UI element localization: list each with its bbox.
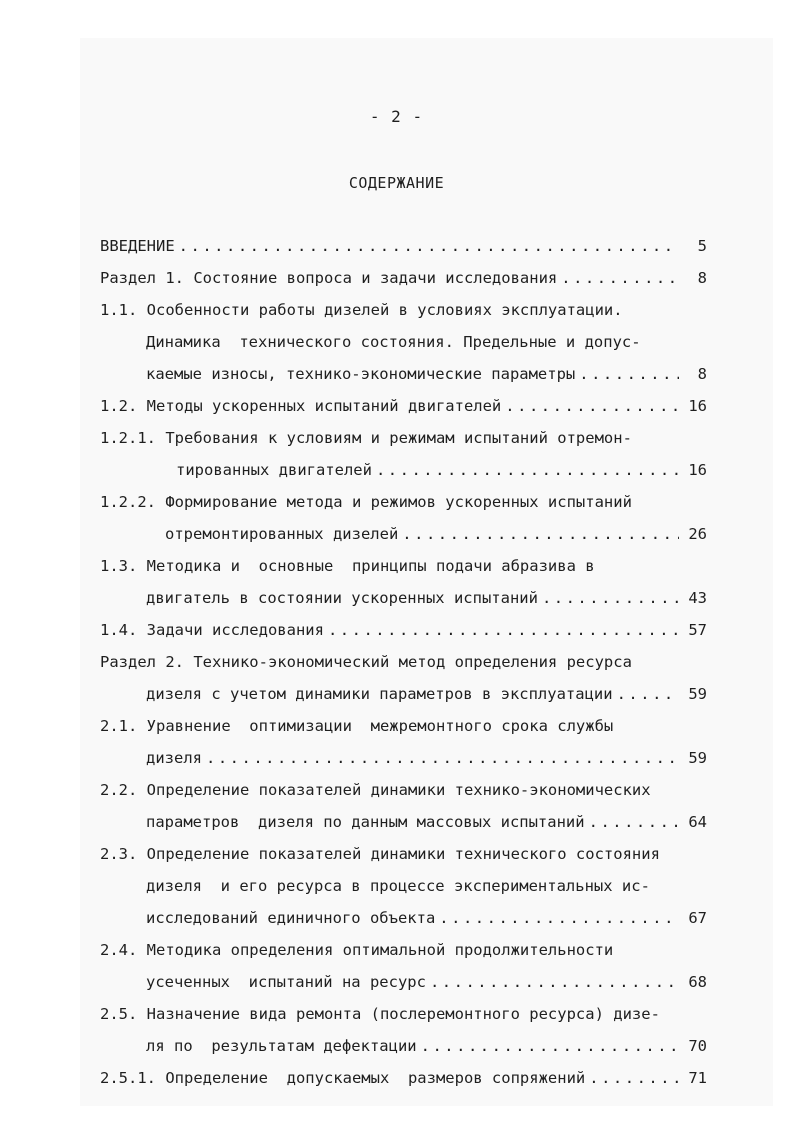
- toc-entry: тированных двигателей ..... 16: [176, 459, 707, 481]
- toc-entry: 2.2. Определение показателей динамики технико-экономических: [100, 781, 651, 799]
- toc-entry: Раздел 1. Состояние вопроса и задачи исследования ..... 8: [100, 267, 707, 289]
- toc-entry: 2.3. Определение показателей динамики технического состояния: [100, 845, 660, 863]
- toc-entry: Раздел 2. Технико-экономический метод определения ресурса: [100, 653, 632, 671]
- toc-entry: ля по результатам дефектации ..... 70: [146, 1035, 707, 1057]
- toc-entry: 1.2.1. Требования к условиям и режимам испытаний отремон-: [100, 429, 632, 447]
- toc-entry: 1.1. Особенности работы дизелей в условиях эксплуатации.: [100, 301, 623, 319]
- toc-entry: дизеля с учетом динамики параметров в эксплуатации ..... 59: [146, 683, 707, 705]
- toc-entry: каемые износы, технико-экономические параметры ..... 8: [146, 363, 707, 385]
- toc-entry: 1.4. Задачи исследования ..... 57: [100, 619, 707, 641]
- toc-entry: Динамика технического состояния. Предельные и допус-: [146, 333, 641, 351]
- toc-entry: 2.5. Назначение вида ремонта (послеремонтного ресурса) дизе-: [100, 1005, 660, 1023]
- page-number: - 2 -: [369, 107, 424, 126]
- toc-entry: ВВЕДЕНИЕ ..... 5: [100, 235, 707, 257]
- toc-entry: двигатель в состоянии ускоренных испытаний ..... 43: [146, 587, 707, 609]
- toc-entry: 1.2. Методы ускоренных испытаний двигателей ..... 16: [100, 395, 707, 417]
- toc-entry: дизеля ..... 59: [146, 747, 707, 769]
- toc-title: СОДЕРЖАНИЕ: [348, 174, 445, 192]
- toc-entry: 1.3. Методика и основные принципы подачи абразива в: [100, 557, 595, 575]
- toc-entry: 2.4. Методика определения оптимальной продолжительности: [100, 941, 614, 959]
- toc-entry: дизеля и его ресурса в процессе экспериментальных ис-: [146, 877, 650, 895]
- toc-entry: параметров дизеля по данным массовых испытаний ..... 64: [146, 811, 707, 833]
- toc-entry: 2.1. Уравнение оптимизации межремонтного срока службы: [100, 717, 614, 735]
- toc-entry: 1.2.2. Формирование метода и режимов ускоренных испытаний: [100, 493, 632, 511]
- toc-entry: усеченных испытаний на ресурс ..... 68: [146, 971, 707, 993]
- toc-entry: 2.5.1. Определение допускаемых размеров сопряжений ..... 71: [100, 1067, 707, 1089]
- toc-entry: исследований единичного объекта ..... 67: [146, 907, 707, 929]
- toc-entry: отремонтированных дизелей ..... 26: [165, 523, 707, 545]
